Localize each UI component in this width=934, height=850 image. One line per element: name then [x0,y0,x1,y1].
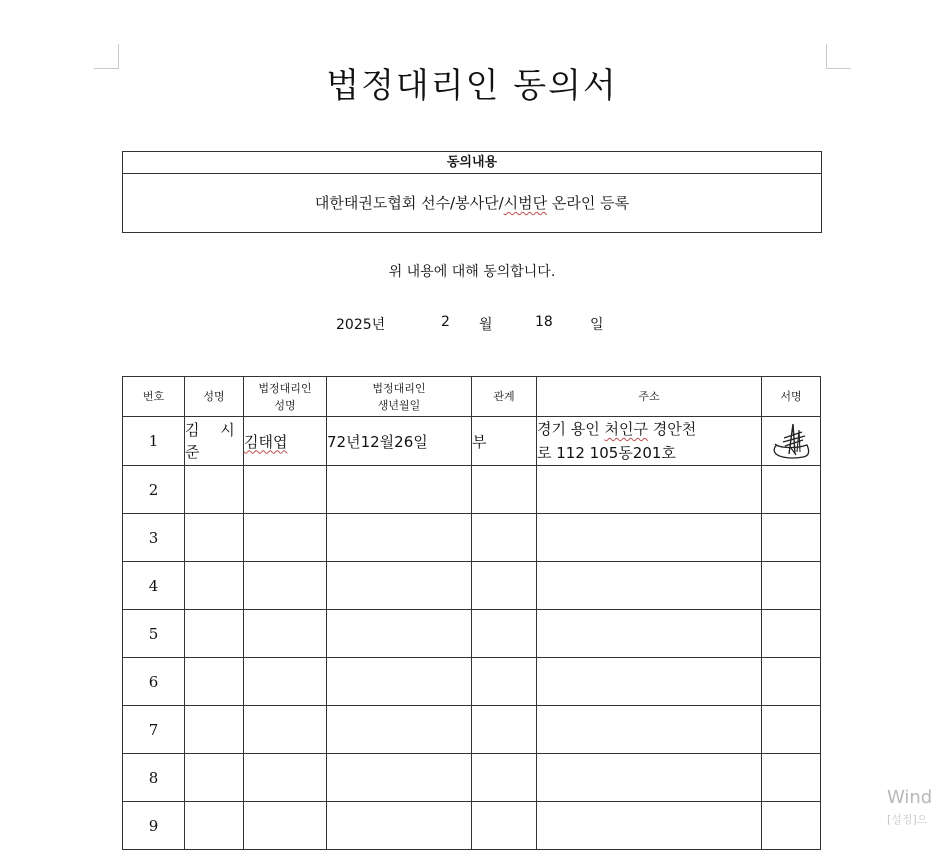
header-guardian-name-line1: 법정대리인 [258,381,312,395]
date-day-unit: 일 [590,317,604,333]
table-row [123,466,821,514]
date-year: 2025년 [336,317,386,333]
name-cell[interactable] [185,706,244,754]
table-header-row [123,377,821,417]
row-number: 1 [123,417,185,466]
header-guardian-birth-line1: 법정대리인 [372,381,426,395]
handwritten-signature-icon [769,418,813,460]
relation-cell[interactable]: 부 [472,417,537,466]
relation-cell[interactable] [472,562,537,610]
relation-cell[interactable] [472,706,537,754]
address-cell[interactable] [537,754,762,802]
signature-cell[interactable] [762,658,821,706]
row-number: 9 [123,802,185,850]
name-cell[interactable] [185,417,244,466]
name-cell[interactable] [185,562,244,610]
guardian-name-cell[interactable] [244,514,327,562]
address-cell[interactable] [537,562,762,610]
row-number: 5 [123,610,185,658]
os-activation-watermark-sub: [설정]으 [887,813,928,826]
address-cell[interactable] [537,802,762,850]
guardian-name-cell[interactable] [244,658,327,706]
name-line2: 준 [185,443,208,461]
header-guardian-name [244,377,327,417]
consent-box [122,151,822,233]
date-month-unit: 월 [479,317,493,333]
header-guardian-birth [327,377,472,417]
relation-cell[interactable] [472,610,537,658]
date-day-value: 18 [535,314,553,330]
table-row [123,417,821,466]
header-address: 주소 [537,377,762,417]
spellcheck-marked-word: 시범단 [503,194,548,212]
guardian-name-cell[interactable] [244,610,327,658]
guardian-birth-cell[interactable] [327,658,472,706]
address-cell[interactable] [537,706,762,754]
address-cell[interactable] [537,658,762,706]
relation-cell[interactable] [472,466,537,514]
header-signature: 서명 [762,377,821,417]
guardian-birth-cell[interactable] [327,610,472,658]
guardian-birth-cell[interactable] [327,562,472,610]
name-cell[interactable] [185,754,244,802]
relation-cell[interactable] [472,658,537,706]
row-number: 2 [123,466,185,514]
guardian-name-cell[interactable] [244,466,327,514]
address-line2: 로 112 105동201호 [537,444,676,462]
guardian-birth-cell[interactable] [327,706,472,754]
guardian-name-cell[interactable] [244,754,327,802]
address-line1 [537,417,761,441]
relation-cell[interactable] [472,802,537,850]
row-number: 3 [123,514,185,562]
name-cell[interactable] [185,514,244,562]
header-guardian-birth-line2: 생년월일 [377,398,421,412]
address-part: 경안천 [647,420,697,438]
guardian-birth-cell[interactable] [327,514,472,562]
name-line1: 김 시 [185,421,243,439]
guardian-birth-cell[interactable]: 72년12월26일 [327,417,472,466]
document-title: 법정대리인 동의서 [326,66,618,106]
header-relation: 관계 [472,377,537,417]
guardian-name-cell[interactable] [244,802,327,850]
signature-cell[interactable] [762,610,821,658]
date-month-value: 2 [441,314,450,330]
guardian-table [122,376,821,850]
guardian-name: 김태엽 [244,432,288,451]
signature-cell[interactable] [762,417,821,466]
address-cell[interactable] [537,417,762,466]
signature-cell[interactable] [762,706,821,754]
consent-body-text: 대한태권도협회 선수/봉사단/ [314,194,504,212]
consent-header: 동의내용 [123,152,821,174]
guardian-name-cell[interactable] [244,706,327,754]
guardian-birth-cell[interactable] [327,754,472,802]
header-no: 번호 [123,377,185,417]
spellcheck-marked-word: 처인구 [604,420,648,438]
signature-cell[interactable] [762,514,821,562]
signature-cell[interactable] [762,802,821,850]
guardian-birth-cell[interactable] [327,466,472,514]
address-cell[interactable] [537,610,762,658]
name-cell[interactable] [185,466,244,514]
header-guardian-name-line2: 성명 [274,398,296,412]
row-number: 7 [123,706,185,754]
signature-cell[interactable] [762,562,821,610]
guardian-name-cell[interactable] [244,562,327,610]
table-row [123,754,821,802]
guardian-birth-cell[interactable] [327,802,472,850]
table-row [123,514,821,562]
table-row [123,562,821,610]
signature-cell[interactable] [762,754,821,802]
row-number: 8 [123,754,185,802]
row-number: 4 [123,562,185,610]
signature-cell[interactable] [762,466,821,514]
empty-rows [123,466,821,850]
relation-cell[interactable] [472,754,537,802]
agreement-statement: 위 내용에 대해 동의합니다. [388,264,556,280]
name-cell[interactable] [185,802,244,850]
table-row [123,802,821,850]
os-activation-watermark: Wind [887,787,933,808]
consent-body-text: 온라인 등록 [547,194,630,212]
guardian-name-cell[interactable] [244,417,327,466]
address-cell[interactable] [537,466,762,514]
table-row [123,658,821,706]
address-cell[interactable] [537,514,762,562]
header-name: 성명 [185,377,244,417]
table-row [123,706,821,754]
name-cell[interactable] [185,658,244,706]
table-row [123,610,821,658]
address-part: 경기 용인 [537,420,605,438]
name-cell[interactable] [185,610,244,658]
relation-cell[interactable] [472,514,537,562]
row-number: 6 [123,658,185,706]
consent-body [123,174,821,232]
